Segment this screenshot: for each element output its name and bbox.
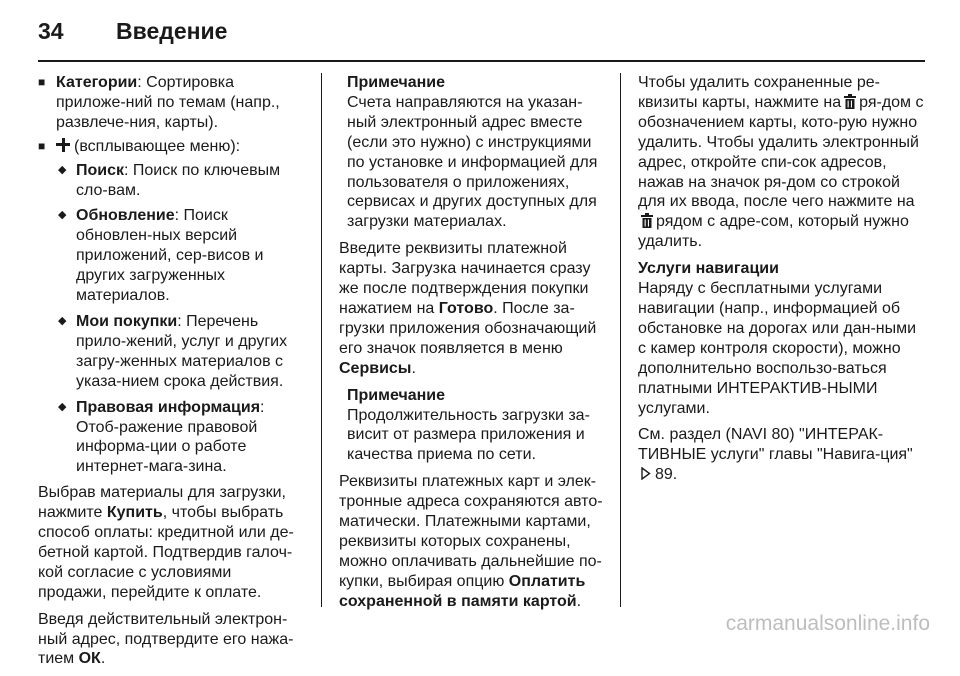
- paragraph-saved-cards: [339, 472, 605, 611]
- diamond-bullet-icon: ◆: [58, 209, 67, 222]
- list-item-plus-menu: [38, 137, 304, 157]
- page-number: 34: [38, 18, 64, 44]
- trash-icon: [844, 94, 856, 109]
- term-update: Обновление: [76, 207, 175, 225]
- term-purchases: Мои покупки: [76, 312, 178, 330]
- diamond-bullet-icon: ◆: [58, 163, 67, 176]
- sub-item-legal: [38, 398, 304, 478]
- paragraph-email: [38, 610, 304, 670]
- section-title: Услуги навигации: [638, 260, 779, 278]
- paragraph-text: . После за-грузки приложения обозначающий его значок появляется в меню: [339, 299, 597, 357]
- sub-item-search: [38, 161, 304, 201]
- paragraph-cross-reference: [638, 425, 926, 485]
- paragraph-text: См. раздел (NAVI 80) "ИНТЕРАК-ТИВНЫЕ услуги" главы "Навига-ция": [638, 426, 913, 464]
- paragraph-text: ря-дом с обозначением карты, кото-рую нужно удалить. Чтобы удалить электронный адрес, откройте спи-сок адресов, нажав на значок ря-дом со строкой для их ввода, после чего нажмите на: [638, 93, 924, 211]
- term-ok: ОК: [78, 650, 101, 668]
- term-pay-saved-card: Оплатить сохраненной в памяти картой: [339, 572, 586, 610]
- diamond-bullet-icon: ◆: [58, 314, 67, 327]
- paragraph-text: Реквизиты платежных карт и элек-тронные адреса сохраняются авто-матически. Платежными картами, реквизиты которых сохранены, можно оплачивать дальнейшие по-купки, выбирая опцию: [339, 473, 603, 590]
- note-title: Примечание: [347, 386, 446, 404]
- column-left: [38, 73, 304, 676]
- square-bullet-icon: ■: [38, 75, 46, 89]
- note-invoices: [339, 73, 605, 232]
- note-text: Продолжительность загрузки за-висит от размера приложения и качества приема по сети.: [347, 406, 590, 464]
- header-rule: [38, 60, 925, 62]
- note-title: Примечание: [347, 74, 446, 91]
- purchases-text: : Перечень прило-жений, услуг и других загру-женных материалов с указа-нием срока действия.: [76, 312, 288, 390]
- term-services: Сервисы: [339, 359, 412, 377]
- paragraph-text: .: [576, 592, 582, 610]
- paragraph-text: Выбрав материалы для загрузки, нажмите: [38, 484, 286, 522]
- paragraph-delete: [638, 73, 926, 252]
- update-text: : Поиск обновлен-ных версий приложений, сер-висов и других загруженных материалов.: [76, 207, 264, 305]
- column-right: [638, 73, 926, 492]
- sub-item-purchases: [38, 312, 304, 392]
- trash-icon: [641, 213, 653, 228]
- categories-text: : Сортировка приложе-ний по темам (напр., развлече-ния, карты).: [56, 74, 280, 131]
- paragraph-buy: [38, 483, 304, 602]
- paragraph-text: .: [411, 359, 416, 377]
- column-middle: [339, 73, 605, 619]
- paragraph-text: , чтобы выбрать способ оплаты: кредитной или де-бетной картой. Подтвердив галоч-кой согласие с условиями продажи, перейдите к оплате.: [38, 504, 294, 601]
- column-divider: [321, 73, 322, 607]
- page-reference: 89.: [655, 466, 678, 484]
- page-reference-arrow-icon: [641, 467, 651, 480]
- paragraph-text: Введя действительный электрон-ный адрес, подтвердите его нажа-тием: [38, 610, 294, 668]
- term-done: Готово: [438, 299, 494, 317]
- diamond-bullet-icon: ◆: [58, 400, 67, 413]
- note-download-time: [339, 386, 605, 466]
- term-categories: Категории: [56, 74, 138, 91]
- note-text: Счета направляются на указан-ный электронный адрес вместе (если это нужно) с инструкциями по установке и информацией для пользователя о приложениях, сервисах и других доступных для загрузки материалах.: [347, 93, 598, 231]
- term-buy: Купить: [106, 504, 163, 522]
- watermark: carmanualsonline.info: [725, 612, 930, 635]
- list-item-categories: [38, 73, 304, 133]
- page-title: Введение: [116, 18, 228, 44]
- plus-menu-text: (всплывающее меню):: [74, 137, 241, 155]
- search-text: : Поиск по ключевым сло-вам.: [76, 161, 281, 199]
- paragraph-text: .: [100, 650, 106, 668]
- paragraph-text: Введите реквизиты платежной карты. Загрузка начинается сразу же после подтверждения покупки нажатием на: [339, 240, 591, 317]
- column-divider: [620, 73, 621, 607]
- section-text: Наряду с бесплатными услугами навигации (напр., информацией об обстановке на дорогах или дан-ными с камер контроля скорости), можно дополнительно воспользо-ваться платными ИНТЕРАКТИВ-НЫМИ услугами.: [638, 280, 917, 417]
- sub-item-update: [38, 206, 304, 306]
- square-bullet-icon: ■: [38, 138, 46, 153]
- term-search: Поиск: [76, 161, 125, 179]
- term-legal: Правовая информация: [76, 398, 261, 416]
- paragraph-card-details: [339, 239, 605, 378]
- legal-text: : Отоб-ражение правовой информа-ции о работе интернет-мага-зина.: [76, 398, 265, 476]
- plus-icon: [56, 138, 70, 152]
- paragraph-text: Чтобы удалить сохраненные ре-квизиты карты, нажмите на: [638, 74, 880, 111]
- paragraph-navigation-services: [638, 259, 926, 418]
- paragraph-text: рядом с адре-сом, который нужно удалить.: [638, 213, 909, 251]
